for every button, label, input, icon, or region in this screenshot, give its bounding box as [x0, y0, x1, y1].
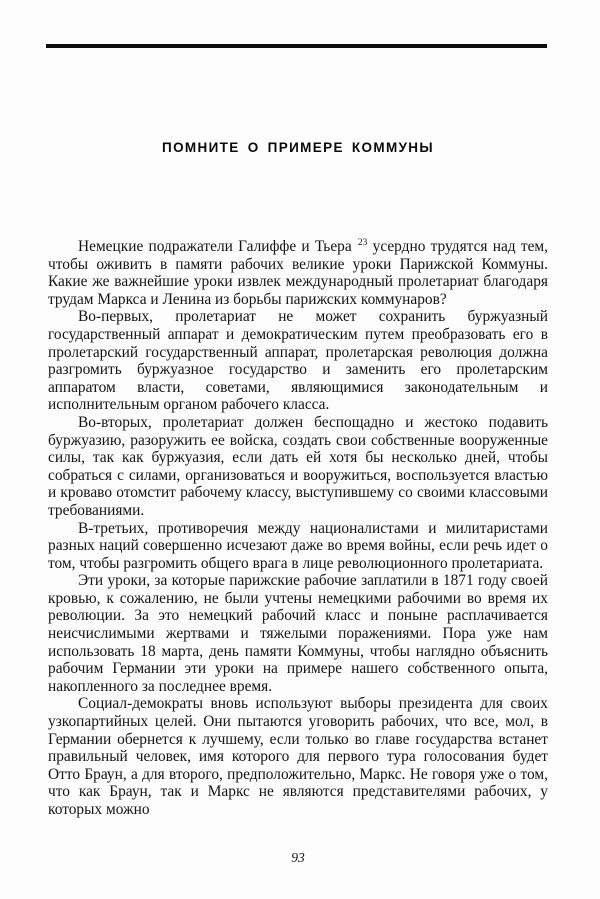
header-rule	[46, 44, 547, 48]
paragraph-third-lesson: В-третьих, противоречия между националистами и милитаристами разных наций совершенно исчезают даже во время войны, если речь идет о том, чтобы разгромить общего врага в лице революционного пролетариата.	[48, 519, 548, 572]
body-text-block	[48, 238, 548, 819]
paragraph-second-lesson: Во-вторых, пролетариат должен беспощадно и жестоко подавить буржуазию, разоружить ее войска, создать свои собственные вооруженные силы, так как буржуазия, если дать ей хотя бы несколько дней, чтобы собраться с силами, организоваться и вооружиться, воспользуется властью и кроваво отомстит рабочему классу, выступившему со своими классовыми требованиями.	[48, 413, 548, 519]
page-title: ПОМНИТЕ О ПРИМЕРЕ КОММУНЫ	[162, 140, 434, 155]
page-number: 93	[291, 850, 305, 865]
paragraph-intro-lead: Немецкие подражатели Галиффе и Тьера	[78, 238, 357, 255]
paragraph-intro	[48, 238, 548, 308]
paragraph-lessons-1871: Эти уроки, за которые парижские рабочие заплатили в 1871 году своей кровью, к сожалению, не были учтены немецкими рабочими во время их революции. За это немецкий рабочий класс и поныне расплачивается неисчислимыми жертвами и тяжелыми поражениями. Пора уже нам использовать 18 марта, день памяти Коммуны, чтобы наглядно объяснить рабочим Германии эти уроки на примере нашего собственного опыта, накопленного за последнее время.	[48, 572, 548, 695]
paragraph-first-lesson: Во-первых, пролетариат не может сохранить буржуазный государственный аппарат и демократическим путем преобразовать его в пролетарский государственный аппарат, пролетарская революция должна разгромить буржуазное государство и заменить его пролетарским аппаратом власти, советами, являющимися законодательным и исполнительным органом рабочего класса.	[48, 308, 548, 414]
paragraph-intro-rest: усердно трудятся над тем, чтобы оживить в памяти рабочих великие уроки Парижской Коммуны. Какие же важнейшие уроки извлек международный пролетариат благодаря трудам Маркса и Ленина из борьбы парижских коммунаров?	[48, 238, 548, 308]
paragraph-social-democrats: Социал-демократы вновь используют выборы президента для своих узкопартийных целей. Они пытаются уговорить рабочих, что все, мол, в Германии обернется к лучшему, если только во главе государства встанет правильный человек, имя которого для первого тура голосования будет Отто Браун, а для второго, предположительно, Маркс. Не говоря уже о том, что как Браун, так и Маркс не являются представителями рабочих, у которых можно	[48, 695, 548, 818]
footnote-reference-23[interactable]: 23	[357, 237, 368, 248]
